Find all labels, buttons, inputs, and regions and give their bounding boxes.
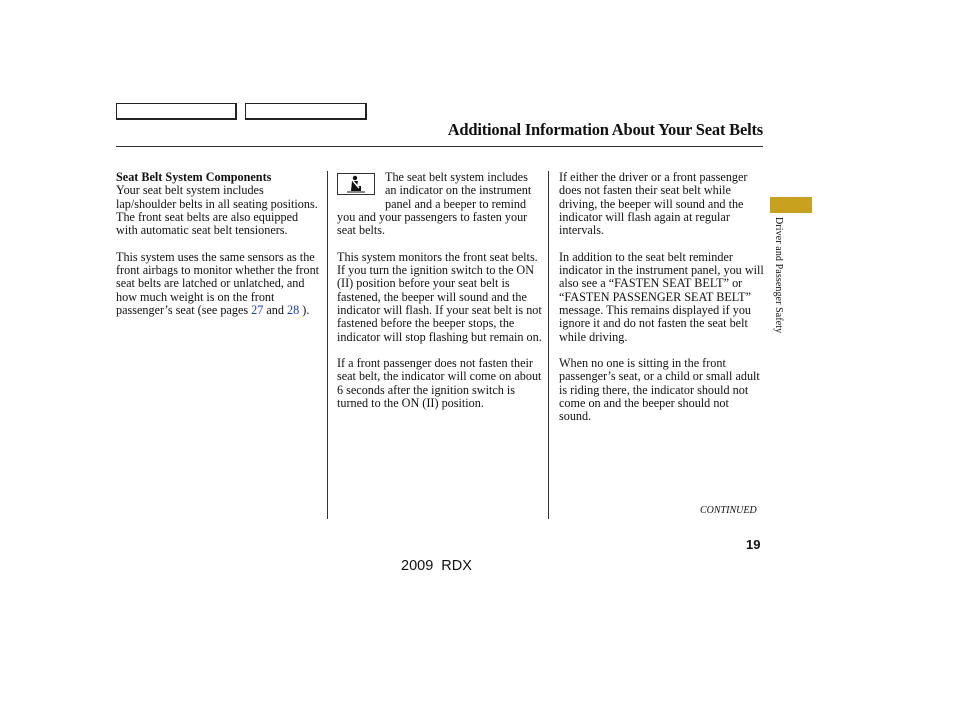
column-3 xyxy=(559,171,764,437)
column-divider-1 xyxy=(327,171,328,519)
sensors-text: This system uses the same sensors as the front airbags to monitor whether the front seat belts are latched or unlatched, and how much weight is on the front passenger’s seat (see pages xyxy=(116,249,320,317)
paragraph-driving: If either the driver or a front passenger does not fasten their seat belt while driving, the beeper will sound and the indicator will flash again at regular intervals. xyxy=(559,170,748,238)
paragraph-indicator: The seat belt system includes an indicator on the instrument panel and a beeper to remind you and your passengers to fasten your seat belts. xyxy=(337,170,532,238)
continued-label: CONTINUED xyxy=(700,505,757,516)
paragraph-passenger: If a front passenger does not fasten their seat belt, the indicator will come on about 6 seconds after the ignition switch is turned to the ON (II) position. xyxy=(337,356,542,411)
seat-belt-icon xyxy=(345,175,367,193)
model-footer: 2009 RDX xyxy=(401,558,472,574)
paragraph-empty-seat: When no one is sitting in the front passenger’s seat, or a child or small adult is riding there, the indicator should not come on and the beeper should not sound. xyxy=(559,356,760,424)
column-2 xyxy=(337,171,542,424)
paragraph-sensors xyxy=(116,251,322,317)
nav-button-previous[interactable] xyxy=(116,103,237,120)
page-link-27[interactable]: 27 xyxy=(251,302,264,317)
section-tab[interactable] xyxy=(770,197,812,213)
section-heading: Seat Belt System Components xyxy=(116,170,272,184)
paragraph-message: In addition to the seat belt reminder indicator in the instrument panel, you will also see a “FASTEN SEAT BELT” or “FASTEN PASSENGER SEAT BELT” message. This remains displayed if you ignore it and do not fasten the seat belt while driving. xyxy=(559,249,764,344)
column-1 xyxy=(116,171,322,331)
page-title: Additional Information About Your Seat Belts xyxy=(447,120,763,139)
title-rule xyxy=(116,146,763,147)
closing-text: ). xyxy=(299,302,310,317)
seat-belt-reminder-icon xyxy=(337,173,375,195)
paragraph-monitor: This system monitors the front seat belts. If you turn the ignition switch to the ON (II) position before your seat belt is fastened, the beeper will sound and the indicator will flash. If your seat belt is not fastened before the beeper stops, the indicator will stop flashing but remain on. xyxy=(337,249,542,344)
page-link-28[interactable]: 28 xyxy=(287,302,300,317)
column-divider-2 xyxy=(548,171,549,519)
and-text: and xyxy=(263,302,288,317)
paragraph-components: Your seat belt system includes lap/shoulder belts in all seating positions. The front seat belts are also equipped with automatic seat belt tensioners. xyxy=(116,183,318,238)
nav-button-next[interactable] xyxy=(245,103,367,120)
section-side-label: Driver and Passenger Safety xyxy=(773,217,784,334)
page-number: 19 xyxy=(746,537,761,552)
